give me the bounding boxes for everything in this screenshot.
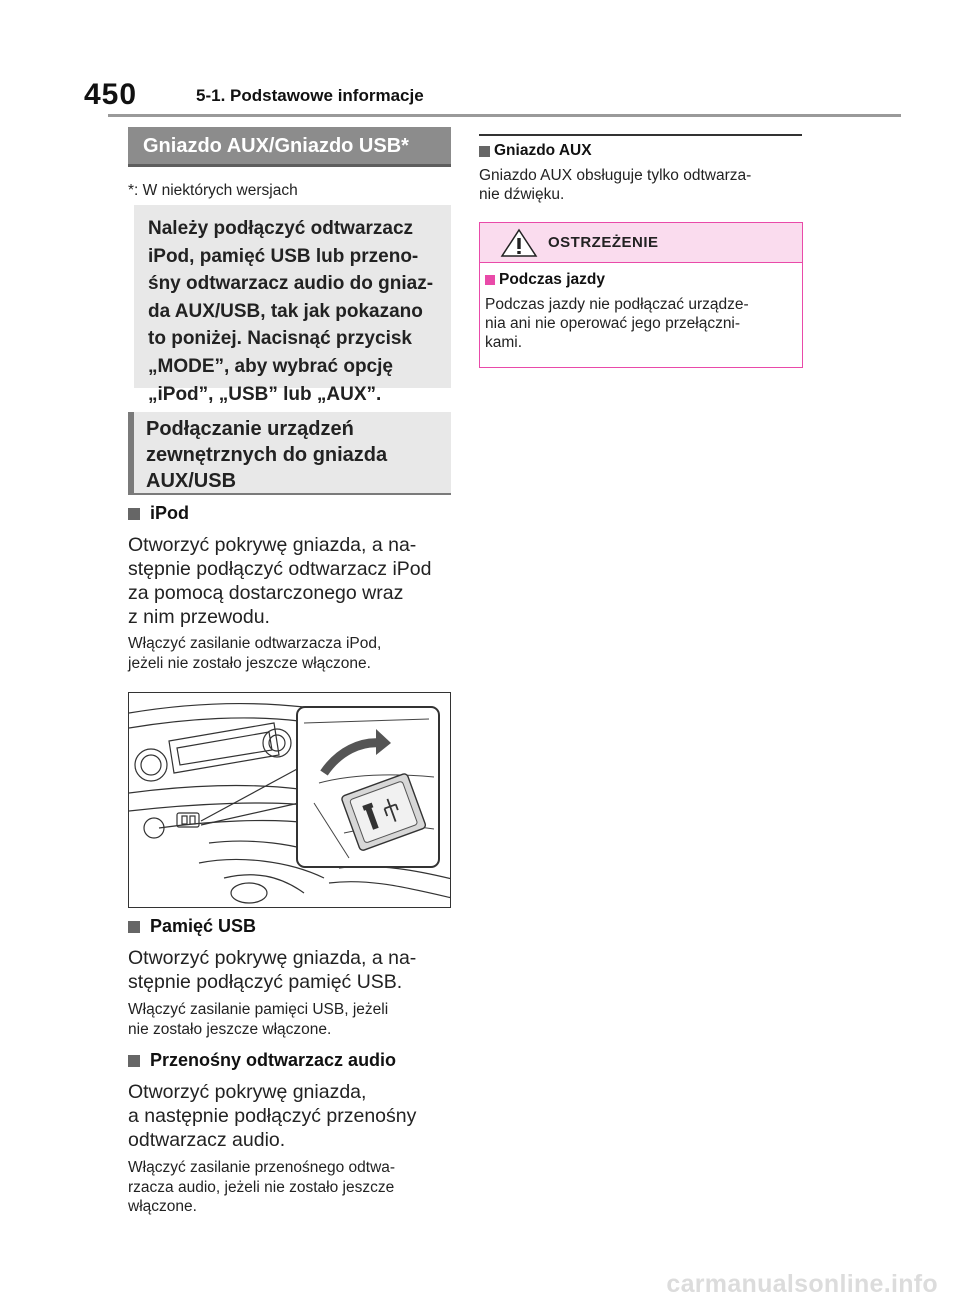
ipod-note-line: jeżeli nie zostało jeszcze włączone. xyxy=(128,654,371,672)
subsection-title-line: Podłączanie urządzeń xyxy=(146,418,354,440)
ipod-body-line: stępnie podłączyć odtwarzacz iPod xyxy=(128,558,432,580)
aux-usb-illustration xyxy=(128,692,451,908)
usb-memory-note-line: Włączyć zasilanie pamięci USB, jeżeli xyxy=(128,1001,389,1018)
ipod-note xyxy=(128,634,451,673)
aux-heading-label: Gniazdo AUX xyxy=(494,142,592,159)
intro-line: to poniżej. Nacisnąć przycisk xyxy=(148,328,412,350)
ipod-body-line: za pomocą dostarczonego wraz xyxy=(128,582,404,604)
intro-line: śny odtwarzacz audio do gniaz- xyxy=(148,273,434,295)
portable-player-note-line: Włączyć zasilanie przenośnego odtwa- xyxy=(128,1159,396,1176)
warning-text xyxy=(485,295,796,352)
portable-player-body-line: odtwarzacz audio. xyxy=(128,1129,286,1151)
right-column-rule xyxy=(479,134,802,136)
warning-text-line: Podczas jazdy nie podłączać urządze- xyxy=(485,296,749,313)
subsection-title-line: zewnętrznych do gniazda xyxy=(146,444,388,466)
subsection-title-line: AUX/USB xyxy=(146,470,237,492)
warning-subheading xyxy=(485,271,796,289)
warning-body xyxy=(480,263,802,352)
subsection-title-banner xyxy=(128,412,451,495)
usb-memory-note-line: nie zostało jeszcze włączone. xyxy=(128,1020,332,1038)
usb-memory-note xyxy=(128,1000,451,1039)
warning-title: OSTRZEŻENIE xyxy=(548,234,659,251)
intro-line: iPod, pamięć USB lub przeno- xyxy=(148,245,419,267)
intro-line: Należy podłączyć odtwarzacz xyxy=(148,218,414,239)
square-bullet-icon xyxy=(128,508,140,520)
ipod-body-line: Otworzyć pokrywę gniazda, a na- xyxy=(128,534,417,556)
aux-text xyxy=(479,166,802,204)
portable-player-heading xyxy=(128,1050,396,1071)
warning-box xyxy=(479,222,803,368)
square-bullet-icon xyxy=(485,275,495,285)
portable-player-body xyxy=(128,1080,451,1152)
ipod-heading xyxy=(128,503,189,524)
ipod-body xyxy=(128,533,451,629)
square-bullet-icon xyxy=(128,921,140,933)
warning-header xyxy=(480,223,802,263)
intro-line: „MODE”, aby wybrać opcję xyxy=(148,355,393,377)
warning-subheading-label: Podczas jazdy xyxy=(499,271,605,288)
aux-text-line: Gniazdo AUX obsługuje tylko odtwarza- xyxy=(479,167,752,184)
usb-memory-heading xyxy=(128,916,256,937)
warning-triangle-icon xyxy=(500,228,538,258)
page-number: 450 xyxy=(84,78,138,111)
intro-line: „iPod”, „USB” lub „AUX”. xyxy=(148,383,382,405)
header-rule xyxy=(108,114,901,117)
portable-player-body-line: a następnie podłączyć przenośny xyxy=(128,1105,417,1127)
intro-line: da AUX/USB, tak jak pokazano xyxy=(148,300,423,322)
aux-text-line: nie dźwięku. xyxy=(479,186,565,203)
footer-watermark[interactable]: carmanualsonline.info xyxy=(666,1270,938,1298)
square-bullet-icon xyxy=(479,146,490,157)
aux-heading xyxy=(479,142,592,160)
footnote: *: W niektórych wersjach xyxy=(128,182,298,199)
warning-text-line: nia ani nie operować jego przełączni- xyxy=(485,315,741,332)
chapter-title: 5-1. Podstawowe informacje xyxy=(196,86,424,105)
ipod-note-line: Włączyć zasilanie odtwarzacza iPod, xyxy=(128,635,382,652)
portable-player-heading-label: Przenośny odtwarzacz audio xyxy=(150,1050,397,1070)
usb-memory-heading-label: Pamięć USB xyxy=(150,916,257,936)
ipod-heading-label: iPod xyxy=(150,503,189,523)
portable-player-note-line: rzacza audio, jeżeli nie zostało jeszcze xyxy=(128,1178,395,1196)
square-bullet-icon xyxy=(128,1055,140,1067)
intro-box xyxy=(128,205,451,405)
warning-text-line: kami. xyxy=(485,334,523,351)
ipod-body-line: z nim przewodu. xyxy=(128,606,270,628)
usb-memory-body-line: stępnie podłączyć pamięć USB. xyxy=(128,971,403,993)
portable-player-note-line: włączone. xyxy=(128,1198,197,1215)
usb-memory-body xyxy=(128,946,451,994)
usb-memory-body-line: Otworzyć pokrywę gniazda, a na- xyxy=(128,947,417,969)
portable-player-body-line: Otworzyć pokrywę gniazda, xyxy=(128,1081,367,1103)
section-title-banner: Gniazdo AUX/Gniazdo USB* xyxy=(128,127,451,167)
portable-player-note xyxy=(128,1158,451,1217)
console-drawing xyxy=(129,693,451,908)
